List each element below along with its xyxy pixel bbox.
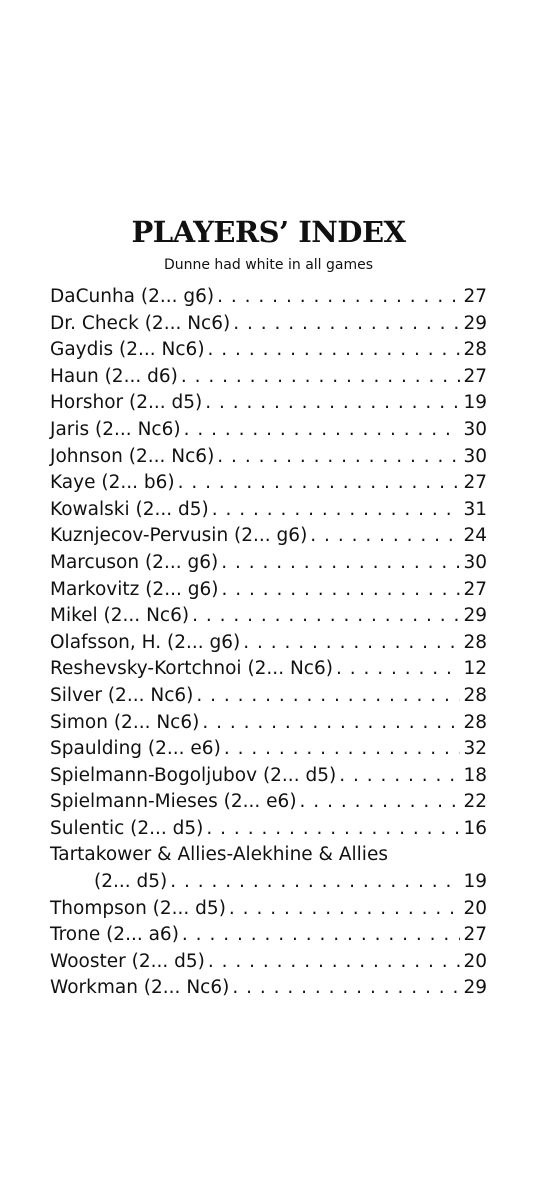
index-entry bbox=[50, 552, 487, 579]
index-entry bbox=[50, 818, 487, 845]
index-entry bbox=[50, 977, 487, 1004]
page-number: 18 bbox=[463, 764, 487, 786]
index-entry bbox=[50, 313, 487, 340]
index-entry bbox=[50, 525, 487, 552]
page-number: 20 bbox=[463, 897, 487, 919]
dot-leader bbox=[221, 579, 460, 600]
page-number: 30 bbox=[463, 418, 487, 440]
dot-leader bbox=[208, 951, 461, 972]
dot-leader bbox=[336, 658, 461, 679]
player-name: Simon (2... Nc6) bbox=[50, 711, 200, 733]
page-number: 30 bbox=[463, 445, 487, 467]
page-number: 31 bbox=[463, 498, 487, 520]
page-number: 27 bbox=[463, 365, 487, 387]
page-number: 29 bbox=[463, 605, 487, 627]
player-name: Mikel (2... Nc6) bbox=[50, 605, 190, 627]
dot-leader bbox=[196, 685, 460, 706]
index-entry bbox=[50, 765, 487, 792]
index-entry bbox=[50, 738, 487, 765]
index-entry bbox=[50, 898, 487, 925]
dot-leader bbox=[300, 791, 461, 812]
player-name: Olafsson, H. (2... g6) bbox=[50, 631, 241, 653]
page-number: 27 bbox=[463, 924, 487, 946]
page-number: 24 bbox=[463, 525, 487, 547]
index-entries-list bbox=[50, 286, 487, 1004]
page-number: 28 bbox=[463, 684, 487, 706]
players-index-page bbox=[50, 214, 487, 1004]
index-entry-continuation bbox=[50, 871, 487, 898]
dot-leader bbox=[184, 419, 461, 440]
page-number: 22 bbox=[463, 791, 487, 813]
dot-leader bbox=[170, 871, 460, 892]
player-name: Dr. Check (2... Nc6) bbox=[50, 312, 231, 334]
page-number: 32 bbox=[463, 738, 487, 760]
index-entry bbox=[50, 605, 487, 632]
page-number: 27 bbox=[463, 578, 487, 600]
dot-leader bbox=[206, 818, 460, 839]
page-number: 19 bbox=[463, 392, 487, 414]
index-entry bbox=[50, 392, 487, 419]
player-name: DaCunha (2... g6) bbox=[50, 286, 215, 307]
player-name: Kuznjecov-Pervusin (2... g6) bbox=[50, 525, 308, 547]
dot-leader bbox=[217, 286, 460, 307]
page-number: 28 bbox=[463, 711, 487, 733]
dot-leader bbox=[243, 632, 460, 653]
dot-leader bbox=[339, 765, 460, 786]
index-entry bbox=[50, 286, 487, 313]
dot-leader bbox=[208, 339, 461, 360]
player-name: Spaulding (2... e6) bbox=[50, 738, 221, 760]
index-entry bbox=[50, 446, 487, 473]
player-name: Kowalski (2... d5) bbox=[50, 498, 209, 520]
page-number: 27 bbox=[463, 472, 487, 494]
player-name: Spielmann-Mieses (2... e6) bbox=[50, 791, 297, 813]
dot-leader bbox=[205, 392, 460, 413]
player-name: Gaydis (2... Nc6) bbox=[50, 339, 205, 361]
page-number: 27 bbox=[463, 286, 487, 307]
dot-leader bbox=[178, 472, 461, 493]
index-entry bbox=[50, 419, 487, 446]
player-move: (2... d5) bbox=[94, 871, 168, 893]
page-number: 28 bbox=[463, 631, 487, 653]
player-name: Markovitz (2... g6) bbox=[50, 578, 219, 600]
index-entry bbox=[50, 579, 487, 606]
index-entry bbox=[50, 712, 487, 739]
dot-leader bbox=[202, 712, 460, 733]
player-name: Thompson (2... d5) bbox=[50, 897, 226, 919]
page-number: 30 bbox=[463, 551, 487, 573]
index-entry bbox=[50, 685, 487, 712]
dot-leader bbox=[233, 313, 460, 334]
player-name: Jaris (2... Nc6) bbox=[50, 418, 181, 440]
player-name: Trone (2... a6) bbox=[50, 924, 179, 946]
player-name: Reshevsky-Kortchnoi (2... Nc6) bbox=[50, 658, 333, 680]
player-name: Marcuson (2... g6) bbox=[50, 551, 219, 573]
index-entry bbox=[50, 366, 487, 393]
page-number: 20 bbox=[463, 950, 487, 972]
player-name: Tartakower & Allies-Alekhine & Allies bbox=[50, 844, 388, 866]
index-entry bbox=[50, 844, 487, 871]
index-entry bbox=[50, 791, 487, 818]
index-entry bbox=[50, 499, 487, 526]
page-number: 19 bbox=[463, 871, 487, 893]
dot-leader bbox=[182, 924, 461, 945]
page-number: 12 bbox=[463, 658, 487, 680]
dot-leader bbox=[310, 525, 460, 546]
dot-leader bbox=[232, 977, 460, 998]
page-number: 29 bbox=[463, 977, 487, 999]
player-name: Sulentic (2... d5) bbox=[50, 817, 204, 839]
page-number: 28 bbox=[463, 339, 487, 361]
page-title: PLAYERS’ INDEX bbox=[131, 215, 406, 249]
player-name: Horshor (2... d5) bbox=[50, 392, 203, 414]
index-entry bbox=[50, 658, 487, 685]
index-entry bbox=[50, 632, 487, 659]
player-name: Johnson (2... Nc6) bbox=[50, 445, 215, 467]
page-number: 16 bbox=[463, 817, 487, 839]
player-name: Silver (2... Nc6) bbox=[50, 684, 194, 706]
player-name: Spielmann-Bogoljubov (2... d5) bbox=[50, 764, 337, 786]
dot-leader bbox=[217, 446, 460, 467]
dot-leader bbox=[224, 738, 461, 759]
player-name: Kaye (2... b6) bbox=[50, 472, 175, 494]
dot-leader bbox=[221, 552, 460, 573]
dot-leader bbox=[181, 366, 461, 387]
index-entry bbox=[50, 951, 487, 978]
player-name: Workman (2... Nc6) bbox=[50, 977, 230, 999]
dot-leader bbox=[212, 499, 461, 520]
player-name: Haun (2... d6) bbox=[50, 365, 178, 387]
player-name: Wooster (2... d5) bbox=[50, 950, 205, 972]
index-entry bbox=[50, 339, 487, 366]
page-subtitle: Dunne had white in all games bbox=[163, 257, 374, 273]
index-entry bbox=[50, 472, 487, 499]
page-number: 29 bbox=[463, 312, 487, 334]
dot-leader bbox=[229, 898, 461, 919]
index-entry bbox=[50, 924, 487, 951]
dot-leader bbox=[192, 605, 460, 626]
